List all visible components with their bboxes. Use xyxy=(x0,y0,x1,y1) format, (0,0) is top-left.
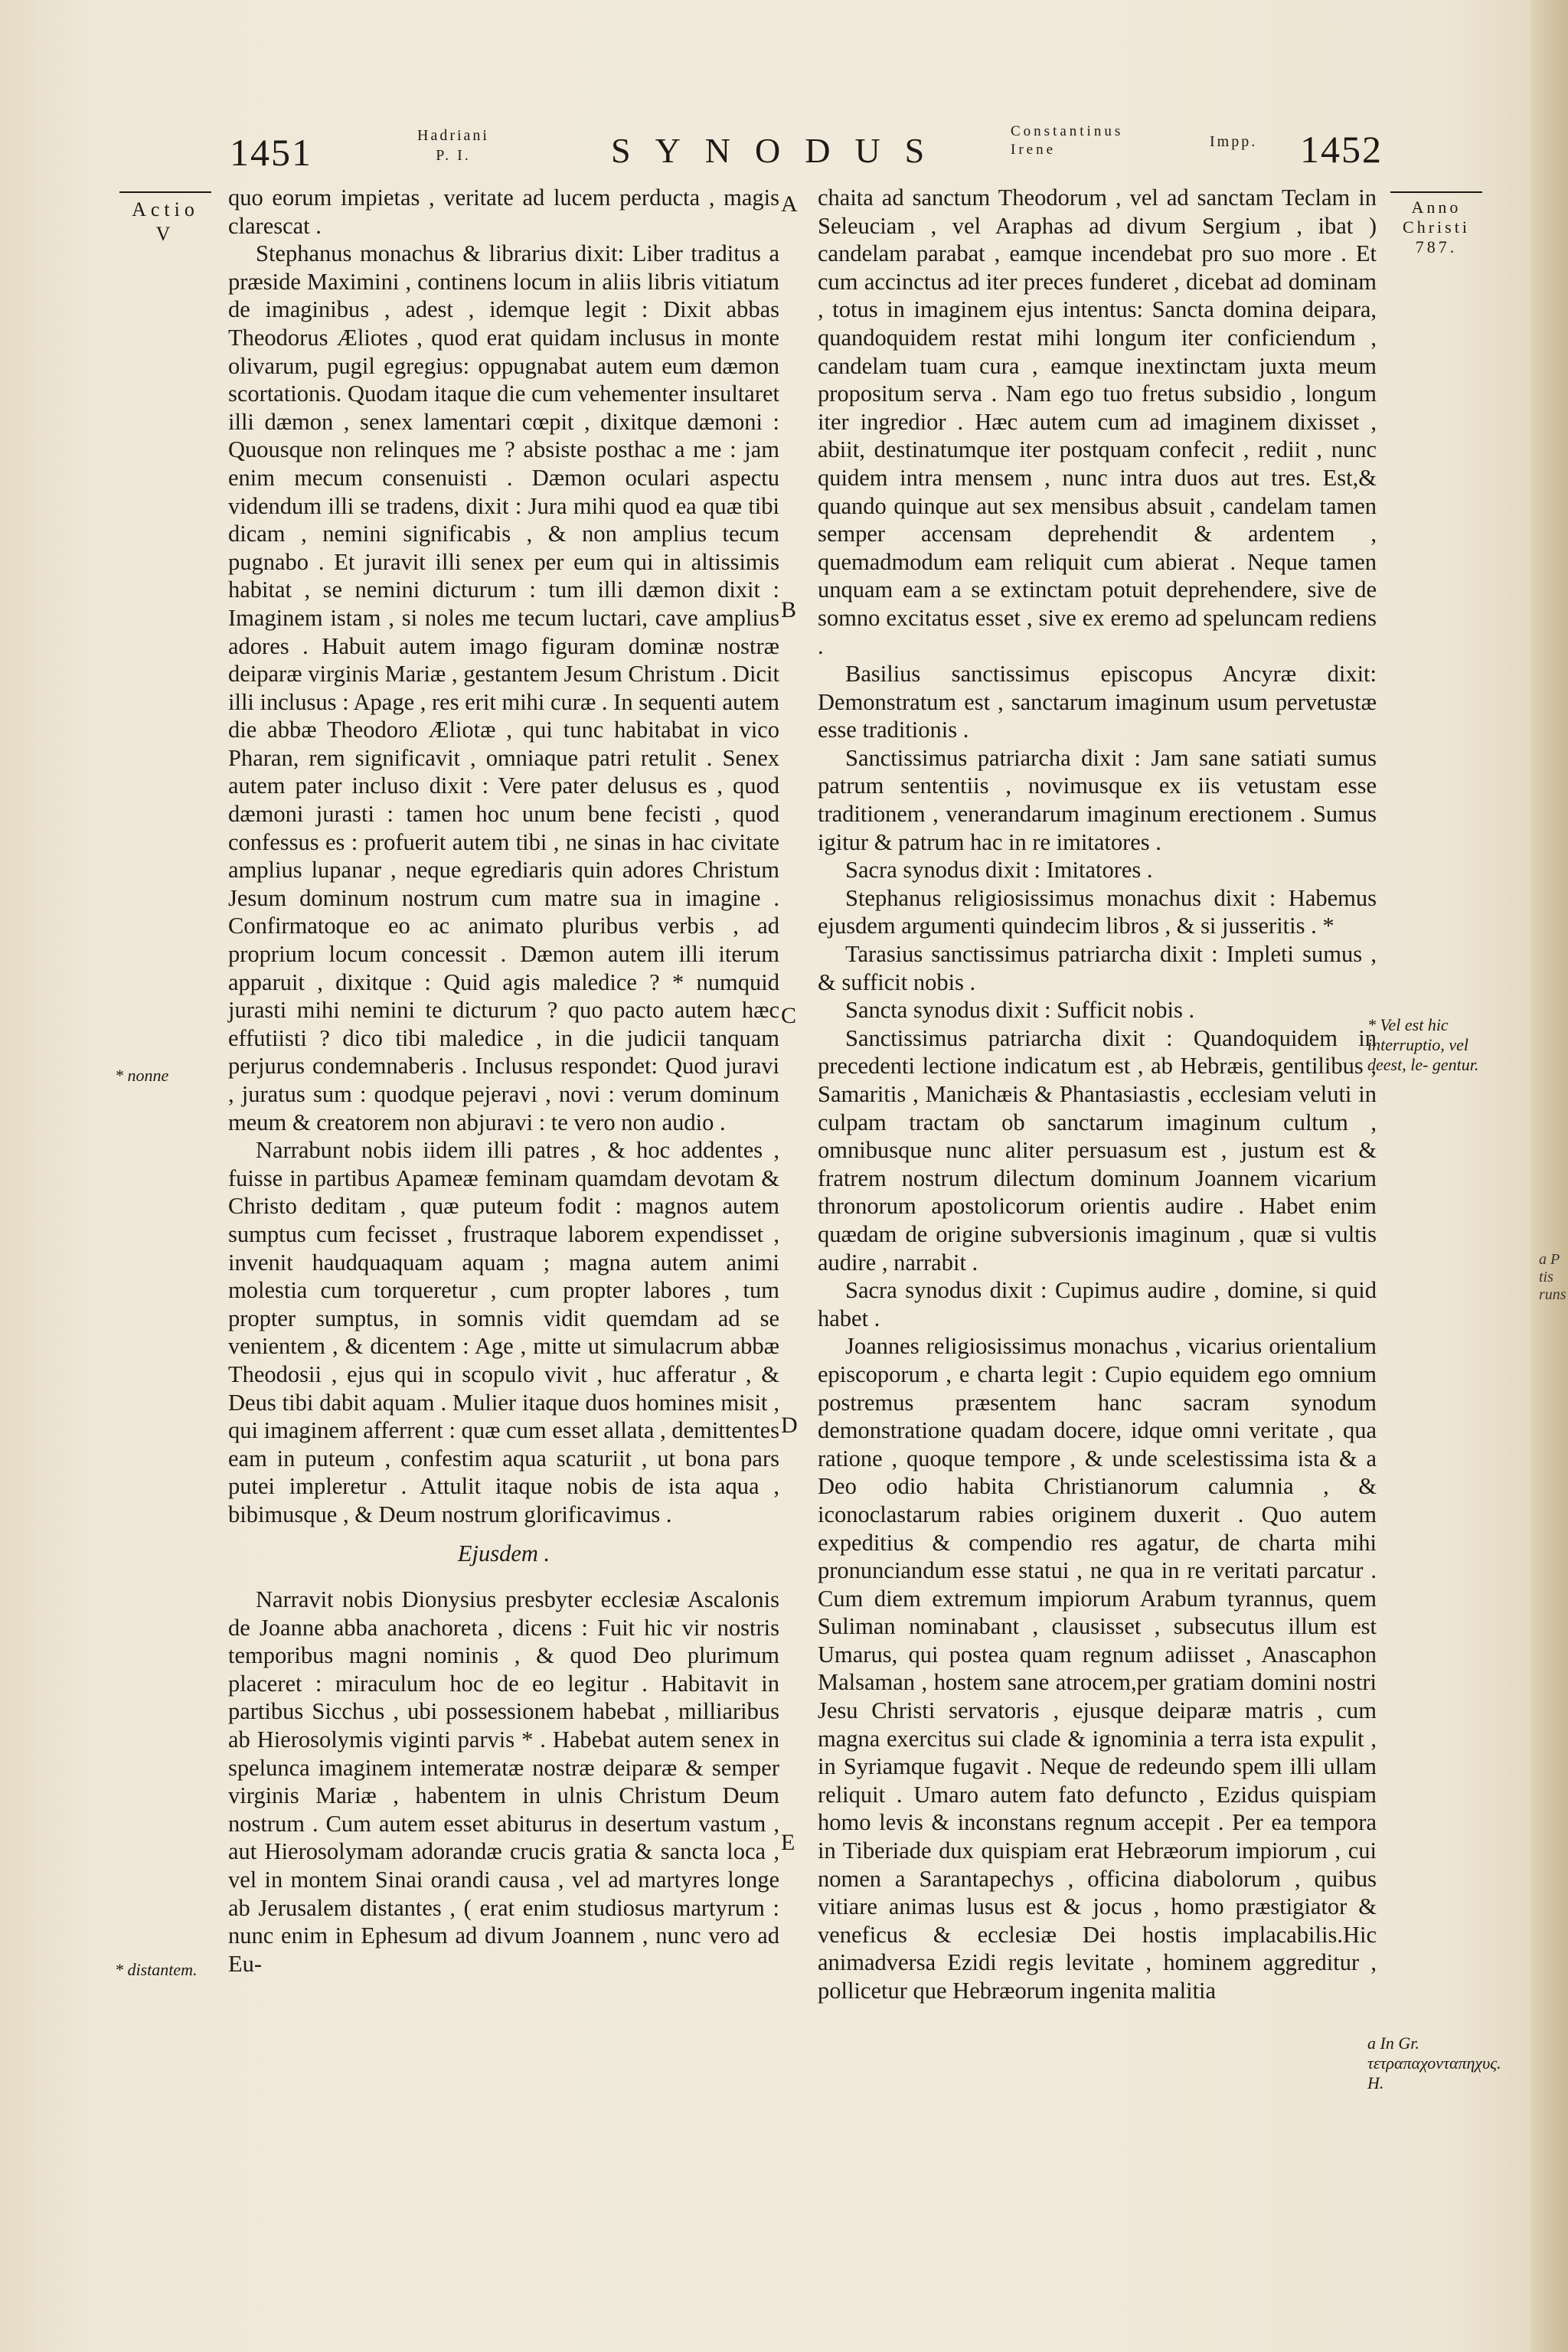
running-head-right-line2: Irene xyxy=(1011,142,1057,158)
right-paragraph-5: Stephanus religiosissimus monachus dixit : Habemus ejusdem argumenti quindecim libros , & si jusseritis . * xyxy=(818,884,1377,939)
margin-anno-year: 787. xyxy=(1415,237,1458,256)
page-number-right: 1452 xyxy=(1300,128,1383,171)
running-head-right xyxy=(1011,122,1123,159)
right-paragraph-7: Sancta synodus dixit : Sufficit nobis . xyxy=(845,997,1195,1024)
right-column xyxy=(818,184,1377,2005)
running-head-right-line1: Constantinus xyxy=(1011,123,1124,139)
section-letter-c: C xyxy=(781,1003,797,1028)
left-paragraph-3: Narrabunt nobis iidem illi patres , & hoc addentes , fuisse in partibus Apameæ feminam quamdam devotam & Christo deditam , quæ puteum fodit : magnos autem sumptus cum fecisset , frustraque laborem expendisset , invenit haudquaquam aquam ; magna autem animi molestia cum torqueretur , cum propter labores , tum propter sumptus, in somnis vidit quemdam ad se venientem , & dicentem : Age , mitte ut simulacrum abbæ Theodosii , ejus qui in scopulo vivit , huc afferatur , & Deus tibi dabit aquam . Mulier itaque duos homines misit , qui imaginem afferrent : quæ cum esset allata , demittentes eam in puteum , confestim aqua scaturiit , ut bona pars putei impleretur . Attulit itaque nobis de ista aqua , bibimusque , & Deum nostrum glorificavimus . xyxy=(228,1137,779,1527)
section-letter-a: A xyxy=(781,191,798,217)
right-paragraph-6: Tarasius sanctissimus patriarcha dixit : Impleti sumus , & sufficit nobis . xyxy=(818,941,1377,995)
right-paragraph-8: Sanctissimus patriarcha dixit : Quandoquidem in precedenti lectione indicatum est , ab Hebræis, gentilibus , Samaritis , Manichæis & Phantasiastis , ecclesiam veluti in culpam tractam ob sanctarum imaginum cultum , omnibusque nunc aliter persuasum est , justum est & fratrem nostrum dilectum dominum Joannem vicarium thronorum apostolicorum orientis audire . Habet enim quædam de origine subversionis imaginum , quæ si vultis audire , narrabit . xyxy=(818,1024,1377,1276)
left-margin-note-nonne: * nonne xyxy=(115,1066,169,1085)
running-head-title: SYNODUS xyxy=(611,131,949,170)
right-paragraph-2: Basilius sanctissimus episcopus Ancyræ dixit: Demonstratum est , sanctarum imaginum usum pervetustæ esse traditionis . xyxy=(818,661,1377,743)
right-paragraph-3: Sanctissimus patriarcha dixit : Jam sane satiati sumus patrum sententiis , novimusque ex iis vetustam esse traditionem , venerandarum imaginum erectionem . Sumus igitur & patrum hac in re imitatores . xyxy=(818,744,1377,855)
running-head-impp: Impp. xyxy=(1210,133,1258,150)
right-paragraph-10: Joannes religiosissimus monachus , vicarius orientalium episcoporum , e charta legit : Cupio equidem ego omnium postremus præsentem hanc sacram synodum demonstratione quadam docere, idque omni veritate , qua ratione , quoque tempore , & unde scelestissima ista & a Deo odio habita Christianorum calumnia , & iconoclastarum rabies originem duxerit . Quo autem expeditius & compendio res agatur, de charta mihi pronunciandum esse statui , ne qua in re veritati parcatur . Cum diem extremum impiorum Arabum tyrannus, quem Suliman nominabant , clausisset , subsecutus illum est Umarus, qui postea quam regnum adiisset , Anascaphon Malsaman , hostem sane atrocem,per gratiam domini nostri Jesu Christi servatoris , ejusque deiparæ matris , cum magna exercitus sui clade & ignominia a terra ista expulit , in Syriamque fugavit . Neque de redeundo spem illi ullam reliquit . Umaro autem fato defuncto , Ezidus quispiam homo levis & inconstans regnum accepit . Per ea tempora in Tiberiade dux quispiam erat Hebræorum impiorum , cui nomen a Sarantapechys , officina diabolorum , quibus vitiare animas lusus est & jocus , homo præstigiator & veneficus & ecclesiæ Dei hostis implacabilis.Hic animadversa Ezidi regis levitate , hominem aggreditur , pollicetur que Hebræorum ingenita malitia xyxy=(818,1333,1377,2004)
margin-anno xyxy=(1390,191,1482,257)
margin-actio xyxy=(119,191,211,247)
right-margin-note-interruptio: * Vel est hic interruptio, vel deest, le- gentur. xyxy=(1367,1015,1479,1074)
left-margin-note-distantem: * distantem. xyxy=(115,1960,198,1979)
page-header xyxy=(0,115,1568,184)
margin-anno-christi: Christi xyxy=(1403,217,1470,237)
right-paragraph-4: Sacra synodus dixit : Imitatores . xyxy=(845,857,1153,884)
left-paragraph-2: Stephanus monachus & librarius dixit: Liber traditus a præside Maximini , continens locum in aliis libris vitiatum de imaginibus , adest , idemque legit : Dixit abbas Theodorus Æliotes , quod erat quidam inclusus in monte olivarum, pugil egregius: oppugnabat autem eum dæmon scortationis. Quodam itaque die cum vehementer insultaret illi dæmon , senex lamentari cœpit , dixitque dæmoni : Quousque non relinques me ? absiste posthac a me : jam enim mecum consenuisti . Dæmon oculari aspectu videndum illi se tradens, dixit : Jura mihi quod ea quæ tibi dicam , nemini significabis , & non amplius tecum pugnabo . Et juravit illi senex per eum qui in altissimis habitat , se nemini dicturum : tum illi dæmon dixit : Imaginem istam , si noles me tecum luctari, cave amplius adores . Habuit autem imago figuram dominæ nostræ deiparæ virginis Mariæ , gestantem Jesum Christum . Dicit illi inclusus : Apage , res erit mihi curæ . In sequenti autem die abbæ Theodoro Æliotæ , qui tunc habitabat in vico Pharan, rem significavit , omniaque patri retulit . Senex autem pater incluso dixit : Vere pater delusus es , quod dæmoni jurasti : tamen hoc unum bene fecisti , quod confessus es : profuerit autem tibi , ne sinas in hac civitate amplius lupanar , neque egrediaris quin adores Christum Jesum dominum nostrum cum matre sua in imagine . Confirmatoque eo ac animato pluribus verbis , ad proprium locum concessit . Dæmon autem illi iterum apparuit , dixitque : Quid agis maledice ? * numquid jurasti mihi nemini te dicturum ? quo pacto autem hæc effutiisti ? dico tibi maledice , in die judicii tanquam perjurus condemnaberis . Inclusus respondet: Quod juravi , juratus sum : quodque pejeravi , novi : verum dominum meum & creatorem non abjuravi : te vero non audio . xyxy=(228,240,779,1135)
section-letter-e: E xyxy=(781,1830,795,1855)
right-paragraph-1: chaita ad sanctum Theodorum , vel ad sanctam Teclam in Seleuciam , vel Araphas ad divum Sergium , ibat ) candelam parabat , eamque incendebat pro suo more . Et cum accinctus ad iter preces funderet , dicebat ad dominam , totus in imaginem ejus intentus: Sancta domina deipara, quandoquidem restat mihi longum iter conficiendum , candelam tuam cura , eamque inextinctam juxta meum propositum serva . Nam ego tuo fretus subsidio , longum iter ingredior . Hæc autem cum ad imaginem dixisset , abiit, destinatumque iter postquam confecit , rediit , nunc quidem intra mensem , nunc intra duos aut tres. Est,& quando quinque aut sex mensibus absuit , candelam tamen semper accensam deprehendit & ardentem , quemadmodum eam reliquit cum abierat . Neque tamen unquam eam a se extinctam potuit deprehendere, sive de somno excitatus esset , sive ex eremo ad speluncam rediens . xyxy=(818,185,1377,659)
running-head-left xyxy=(417,126,489,165)
far-right-margin-fragment: a P tis runs xyxy=(1539,1251,1566,1303)
margin-anno-label: Anno xyxy=(1411,198,1462,217)
page-number-left: 1451 xyxy=(230,131,312,174)
margin-actio-label: Actio xyxy=(132,198,199,220)
left-section-heading: Ejusdem . xyxy=(457,1540,550,1566)
left-paragraph-1: quo eorum impietas , veritate ad lucem perducta , magis clarescat . xyxy=(228,185,779,239)
right-margin-note-greek: a In Gr. τετραπαχονταπηχυς. H. xyxy=(1367,2034,1501,2092)
margin-actio-number: V xyxy=(155,223,175,245)
page-edge xyxy=(1531,0,1568,2352)
section-letter-d: D xyxy=(781,1413,798,1438)
section-letter-b: B xyxy=(781,597,797,622)
left-column xyxy=(228,184,779,1978)
right-paragraph-9: Sacra synodus dixit : Cupimus audire , domine, si quid habet . xyxy=(818,1277,1377,1331)
left-paragraph-4: Narravit nobis Dionysius presbyter ecclesiæ Ascalonis de Joanne abba anachoreta , dicens : Fuit hic vir nostris temporibus magni nominis , & quod Deo plurimum placeret : miraculum hoc de eo legitur . Habitavit in partibus Sicchus , ubi possessionem habebat , milliaribus ab Hierosolymis viginti parvis * . Habebat autem senex in spelunca imaginem intemeratæ nostræ deiparæ & semper virginis Mariæ , habentem in ulnis Christum Deum nostrum . Cum autem esset abiturus in desertum vastum , aut Hierosolymam adorandæ crucis gratia & sancta loca , vel in montem Sinai orandi causa , vel ad martyres longe ab Jerusalem distantes , ( erat enim studiosus martyrum : nunc enim in Ephesum ad divum Joannem , nunc vero ad Eu- xyxy=(228,1586,779,1977)
running-head-left-line2: P. I. xyxy=(436,147,471,164)
running-head-left-line1: Hadriani xyxy=(417,127,489,144)
